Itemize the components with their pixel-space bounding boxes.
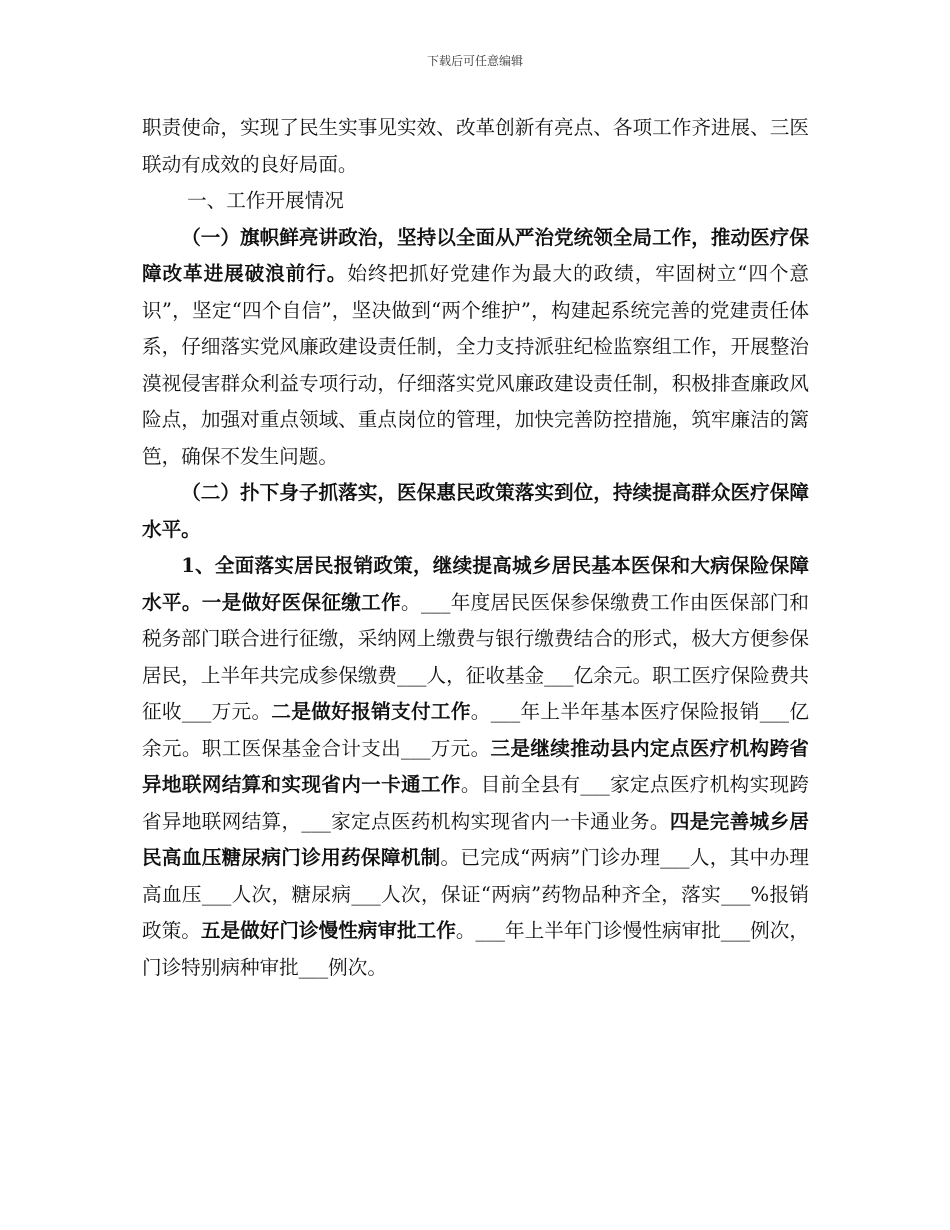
section-heading-1: 一、工作开展情况 [187, 189, 344, 212]
document-body [142, 110, 809, 986]
point-5-text: 。___年上半年门诊慢性病审批___例次，门诊特别病种审批___例次。 [142, 919, 810, 979]
page-header: 下载后可任意编辑 [426, 54, 523, 68]
point-4-text: 。已完成“两病”门诊办理___人，其中办理高血压___人次，糖尿病___人次，保证“两病”药物品种齐全，落实___%报销政策。 [142, 846, 809, 942]
paragraph-section-3 [142, 548, 809, 986]
paragraph-section-1 [142, 220, 809, 476]
point-1-text: 。___年度居民医保参保缴费工作由医保部门和税务部门联合进行征缴，采纳网上缴费与银行缴费结合的形式，极大方便参保居民，上半年共完成参保缴费___人，征收基金___亿余元。职工医疗保险费共征收___万元。 [142, 590, 810, 723]
point-4-title: 四是完善城乡居民高血压糖尿病门诊用药保障机制 [142, 809, 810, 869]
section-2-title: （二）扑下身子抓落实，医保惠民政策落实到位，持续提高群众医疗保障水平。 [142, 481, 809, 541]
paragraph-intro: 职责使命，实现了民生实事见实效、改革创新有亮点、各项工作齐进展、三医联动有成效的良好局面。 [142, 116, 809, 176]
point-2-title: 二是做好报销支付工作 [271, 700, 471, 723]
point-1-title: 一是做好医保征缴工作 [201, 590, 402, 614]
point-3-text: 。目前全县有___家定点医疗机构实现跨省异地联网结算，___家定点医药机构实现省内一卡通业务。 [142, 773, 810, 833]
point-5-title: 五是做好门诊慢性病审批工作 [200, 919, 456, 942]
point-3-title: 三是继续推动县内定点医疗机构跨省异地联网结算和实现省内一卡通工作 [142, 736, 810, 796]
item-1-title: 1、全面落实居民报销政策，继续提高城乡居民基本医保和大病保险保障水平。 [142, 554, 809, 614]
section-1-text: 始终把抓好党建作为最大的政绩，牢固树立“四个意识”，坚定“四个自信”，坚决做到“两个维护”，构建起系统完善的党建责任体系，仔细落实党风廉政建设责任制，全力支持派驻纪检监察组工作，开展整治漠视侵害群众利益专项行动，仔细落实党风廉政建设责任制，积极排查廉政风险点，加强对重点领域、重点岗位的管理，加快完善防控措施，筑牢廉洁的篱笆，确保不发生问题。 [142, 262, 809, 468]
section-1-title: （一）旗帜鲜亮讲政治，坚持以全面从严治党统领全局工作，推动医疗保障改革进展破浪前行。 [142, 225, 809, 285]
paragraph-section-2 [142, 475, 809, 548]
point-2-text: 。___年上半年基本医疗保险报销___亿余元。职工医保基金合计支出___万元。 [142, 700, 810, 760]
